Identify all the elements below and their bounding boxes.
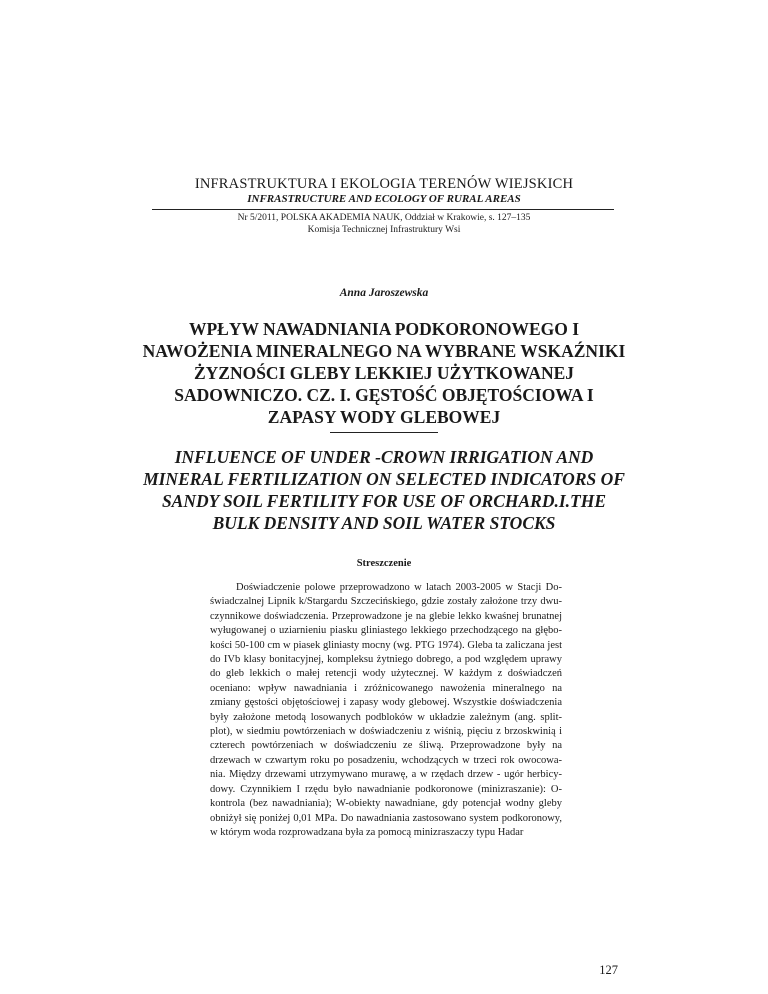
- header-rule: [152, 209, 614, 210]
- issue-line: Nr 5/2011, POLSKA AKADEMIA NAUK, Oddział w Krakowie, s. 127–135: [237, 213, 531, 223]
- article-title-polish: WPŁYW NAWADNIANIA PODKORONOWEGO I NAWOŻENIA MINERALNEGO NA WYBRANE WSKAŹNIKI ŻYZNOŚCI GLEBY LEKKIEJ UŻYTKOWANEJ SADOWNICZO. CZ. I. GĘSTOŚĆ OBJĘTOŚCIOWA I ZAPASY WODY GLEBOWEJ: [142, 319, 626, 427]
- journal-subtitle: INFRASTRUCTURE AND ECOLOGY OF RURAL AREAS: [247, 193, 521, 205]
- abstract-text: Doświadczenie polowe przeprowadzono w latach 2003-2005 w Stacji Doświadczalnej Lipnik k/Stargardu Szczecińskiego, gdzie zostały założone trzy dwuczynnikowe doświadczenia. Przeprowadzone je na glebie lekko kwaśnej brunatnej wyługowanej o uziarnieniu piasku gliniastego lekkiego przechodzącego na głębokości 50-100 cm w piasek gliniasty mocny (wg. PTG 1974). Gleba ta zaliczana jest do IVb klasy bonitacyjnej, kompleksu żytniego dobrego, a pod względem uprawy do gleb lekkich o małej retencji wody użytecznej. W każdym z doświadczeń oceniano: wpływ nawadniania i zróżnicowanego nawożenia mineralnego na zmiany gęstości objętościowej i zapasy wody glebowej. Wszystkie doświadczenia były założone metodą losowanych podbloków w układzie zależnym (ang. splitplot), w siedmiu powtórzeniach w doświadczeniu z wiśnią, pięciu z brzoskwinią i czterech powtórzeniach w doświadczeniu ze śliwą. Przeprowadzone były na drzewach w czwartym roku po posadzeniu, wchodzących w trzeci rok owocowania. Między drzewami utrzymywano murawę, a w rzędach drzew - ugór herbicydowy. Czynnikiem I rzędu było nawadnianie podkoronowe (minizraszanie): O-kontrola (bez nawadniania); W-obiekty nawadniane, gdy potencjał wodny gleby obniżył się poniżej 0,01 MPa. Do nawadniania zastosowano system podkoronowy, w którym woda rozprowadzana była za pomocą minizraszaczy typu Hadar: [210, 582, 562, 838]
- journal-title: INFRASTRUKTURA I EKOLOGIA TERENÓW WIEJSKICH: [194, 176, 574, 192]
- commission-line: Komisja Technicznej Infrastruktury Wsi: [307, 225, 461, 235]
- title-divider: [330, 432, 438, 433]
- page-number: 127: [599, 963, 618, 977]
- abstract-heading: Streszczenie: [356, 558, 412, 569]
- issue-info: [0, 212, 768, 236]
- article-title-english: INFLUENCE OF UNDER -CROWN IRRIGATION AND MINERAL FERTILIZATION ON SELECTED INDICATORS OF SANDY SOIL FERTILITY FOR USE OF ORCHARD.I.THE BULK DENSITY AND SOIL WATER STOCKS: [143, 447, 625, 533]
- author-name: Anna Jaroszewska: [339, 287, 429, 299]
